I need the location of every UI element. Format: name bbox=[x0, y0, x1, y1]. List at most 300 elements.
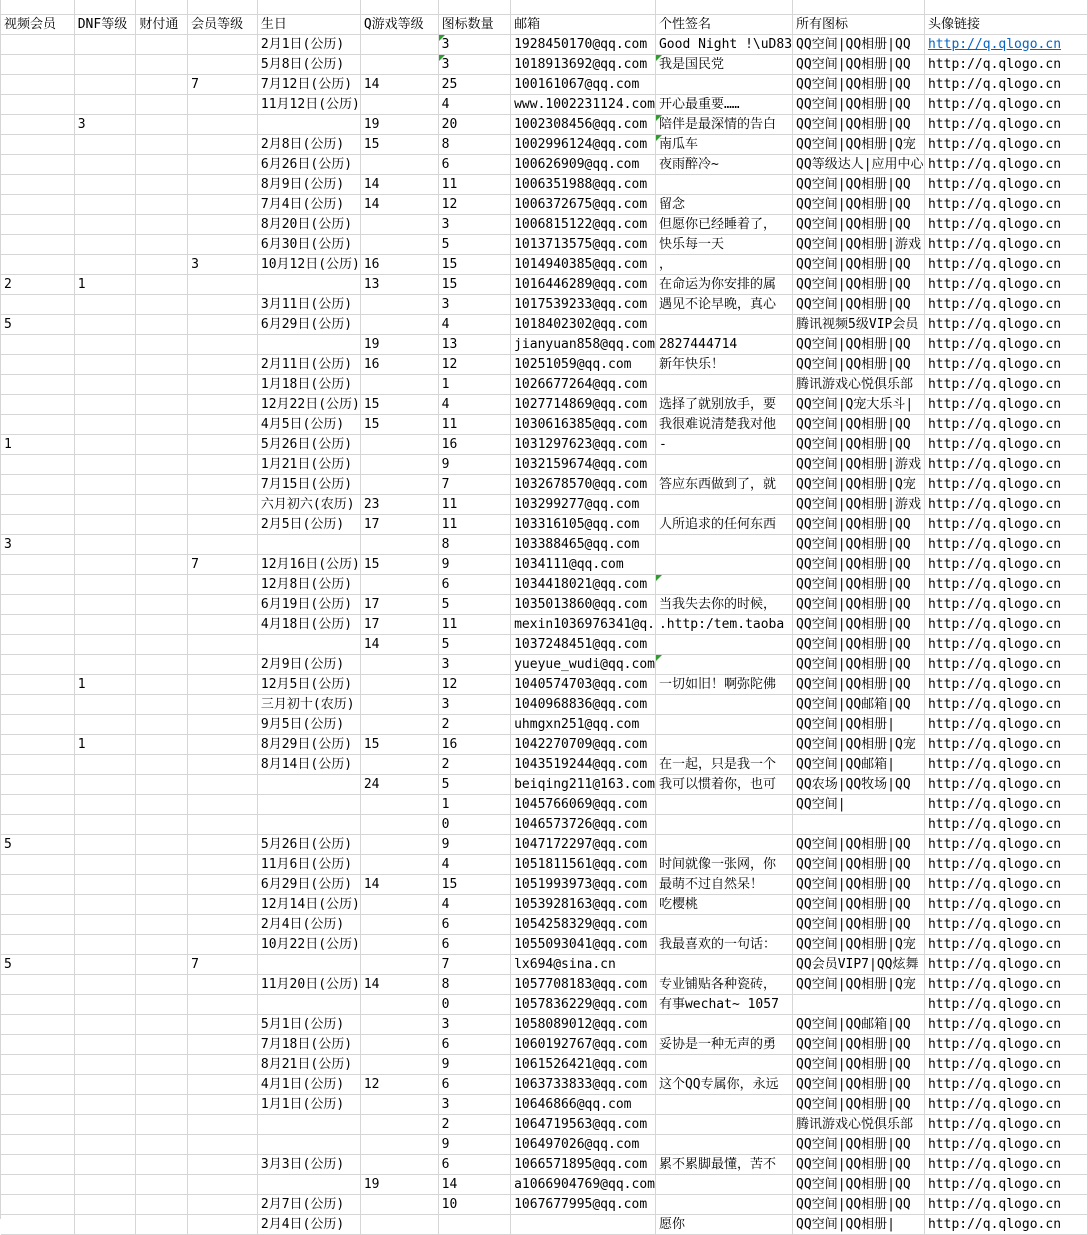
cell-empty[interactable] bbox=[136, 0, 188, 14]
cell-qgame[interactable] bbox=[360, 834, 438, 854]
cell-vip_level[interactable] bbox=[188, 54, 258, 74]
cell-all_icons[interactable]: QQ空间|QQ相册|QQ bbox=[793, 634, 925, 654]
cell-qgame[interactable] bbox=[360, 694, 438, 714]
cell-birthday[interactable]: 8月9日(公历) bbox=[257, 174, 360, 194]
cell-video_vip[interactable]: 5 bbox=[1, 834, 74, 854]
cell-icon_count[interactable]: 6 bbox=[438, 1034, 510, 1054]
cell-vip_level[interactable] bbox=[188, 1014, 258, 1034]
cell-qgame[interactable] bbox=[360, 1094, 438, 1114]
cell-dnf_level[interactable] bbox=[74, 974, 136, 994]
column-header-video_vip[interactable]: 视频会员 bbox=[1, 14, 74, 34]
cell-video_vip[interactable] bbox=[1, 894, 74, 914]
cell-email[interactable]: 1013713575@qq.com bbox=[511, 234, 656, 254]
cell-video_vip[interactable] bbox=[1, 794, 74, 814]
cell-tenpay[interactable] bbox=[136, 674, 188, 694]
cell-qgame[interactable] bbox=[360, 34, 438, 54]
cell-qgame[interactable] bbox=[360, 754, 438, 774]
cell-tenpay[interactable] bbox=[136, 654, 188, 674]
cell-avatar[interactable]: http://q.qlogo.cn bbox=[924, 54, 1087, 74]
cell-all_icons[interactable]: QQ空间|QQ相册|QQ bbox=[793, 354, 925, 374]
cell-signature[interactable] bbox=[655, 654, 792, 674]
cell-icon_count[interactable]: 6 bbox=[438, 914, 510, 934]
cell-icon_count[interactable]: 4 bbox=[438, 854, 510, 874]
cell-birthday[interactable] bbox=[257, 114, 360, 134]
cell-avatar[interactable]: http://q.qlogo.cn bbox=[924, 894, 1087, 914]
cell-tenpay[interactable] bbox=[136, 714, 188, 734]
cell-all_icons[interactable]: QQ空间|QQ相册|QQ bbox=[793, 1194, 925, 1214]
cell-video_vip[interactable]: 2 bbox=[1, 274, 74, 294]
cell-dnf_level[interactable] bbox=[74, 34, 136, 54]
cell-dnf_level[interactable]: 1 bbox=[74, 274, 136, 294]
cell-tenpay[interactable] bbox=[136, 794, 188, 814]
cell-video_vip[interactable] bbox=[1, 1154, 74, 1174]
cell-icon_count[interactable]: 9 bbox=[438, 454, 510, 474]
cell-birthday[interactable] bbox=[257, 814, 360, 834]
cell-video_vip[interactable] bbox=[1, 514, 74, 534]
cell-email[interactable]: 1002308456@qq.com bbox=[511, 114, 656, 134]
cell-avatar[interactable]: http://q.qlogo.cn bbox=[924, 1214, 1087, 1234]
cell-tenpay[interactable] bbox=[136, 394, 188, 414]
cell-video_vip[interactable] bbox=[1, 414, 74, 434]
cell-vip_level[interactable] bbox=[188, 114, 258, 134]
cell-icon_count[interactable]: 3 bbox=[438, 654, 510, 674]
cell-avatar[interactable]: http://q.qlogo.cn bbox=[924, 694, 1087, 714]
cell-avatar[interactable]: http://q.qlogo.cn bbox=[924, 914, 1087, 934]
cell-icon_count[interactable]: 3 bbox=[438, 214, 510, 234]
cell-qgame[interactable] bbox=[360, 294, 438, 314]
cell-vip_level[interactable] bbox=[188, 434, 258, 454]
cell-vip_level[interactable] bbox=[188, 1114, 258, 1134]
cell-all_icons[interactable]: QQ空间|QQ相册|QQ bbox=[793, 514, 925, 534]
cell-dnf_level[interactable] bbox=[74, 834, 136, 854]
cell-email[interactable]: 1042270709@qq.com bbox=[511, 734, 656, 754]
cell-birthday[interactable]: 2月5日(公历) bbox=[257, 514, 360, 534]
cell-icon_count[interactable]: 15 bbox=[438, 274, 510, 294]
cell-dnf_level[interactable] bbox=[74, 234, 136, 254]
cell-icon_count[interactable]: 14 bbox=[438, 1174, 510, 1194]
cell-avatar[interactable]: http://q.qlogo.cn bbox=[924, 974, 1087, 994]
cell-video_vip[interactable] bbox=[1, 394, 74, 414]
cell-tenpay[interactable] bbox=[136, 294, 188, 314]
cell-vip_level[interactable] bbox=[188, 1094, 258, 1114]
cell-video_vip[interactable] bbox=[1, 174, 74, 194]
cell-email[interactable]: 1043519244@qq.com bbox=[511, 754, 656, 774]
cell-avatar[interactable]: http://q.qlogo.cn bbox=[924, 214, 1087, 234]
cell-qgame[interactable] bbox=[360, 954, 438, 974]
cell-tenpay[interactable] bbox=[136, 454, 188, 474]
cell-all_icons[interactable]: QQ空间|QQ相册|QQ bbox=[793, 334, 925, 354]
cell-signature[interactable] bbox=[655, 1174, 792, 1194]
cell-email[interactable]: 1032159674@qq.com bbox=[511, 454, 656, 474]
cell-tenpay[interactable] bbox=[136, 414, 188, 434]
cell-icon_count[interactable]: 5 bbox=[438, 234, 510, 254]
column-header-avatar[interactable]: 头像链接 bbox=[924, 14, 1087, 34]
cell-signature[interactable] bbox=[655, 494, 792, 514]
cell-birthday[interactable]: 12月14日(公历) bbox=[257, 894, 360, 914]
cell-birthday[interactable]: 7月18日(公历) bbox=[257, 1034, 360, 1054]
cell-email[interactable]: 1067677995@qq.com bbox=[511, 1194, 656, 1214]
cell-avatar[interactable] bbox=[924, 34, 1087, 54]
cell-tenpay[interactable] bbox=[136, 694, 188, 714]
cell-email[interactable]: 1064719563@qq.com bbox=[511, 1114, 656, 1134]
cell-vip_level[interactable] bbox=[188, 314, 258, 334]
cell-avatar[interactable]: http://q.qlogo.cn bbox=[924, 454, 1087, 474]
cell-signature[interactable]: 南瓜车 bbox=[655, 134, 792, 154]
cell-all_icons[interactable] bbox=[793, 994, 925, 1014]
cell-avatar[interactable]: http://q.qlogo.cn bbox=[924, 514, 1087, 534]
cell-video_vip[interactable] bbox=[1, 974, 74, 994]
cell-qgame[interactable]: 14 bbox=[360, 174, 438, 194]
cell-qgame[interactable]: 15 bbox=[360, 554, 438, 574]
cell-email[interactable]: 1017539233@qq.com bbox=[511, 294, 656, 314]
cell-birthday[interactable]: 1月21日(公历) bbox=[257, 454, 360, 474]
cell-signature[interactable] bbox=[655, 74, 792, 94]
cell-qgame[interactable] bbox=[360, 814, 438, 834]
cell-icon_count[interactable]: 2 bbox=[438, 754, 510, 774]
cell-qgame[interactable]: 17 bbox=[360, 594, 438, 614]
cell-tenpay[interactable] bbox=[136, 474, 188, 494]
cell-dnf_level[interactable] bbox=[74, 1154, 136, 1174]
cell-tenpay[interactable] bbox=[136, 314, 188, 334]
cell-vip_level[interactable] bbox=[188, 694, 258, 714]
cell-all_icons[interactable]: QQ空间|QQ相册|QQ bbox=[793, 174, 925, 194]
cell-birthday[interactable]: 4月18日(公历) bbox=[257, 614, 360, 634]
cell-video_vip[interactable]: 5 bbox=[1, 954, 74, 974]
cell-qgame[interactable]: 19 bbox=[360, 114, 438, 134]
cell-dnf_level[interactable] bbox=[74, 514, 136, 534]
cell-avatar[interactable]: http://q.qlogo.cn bbox=[924, 754, 1087, 774]
cell-signature[interactable]: 妥协是一种无声的勇 bbox=[655, 1034, 792, 1054]
cell-qgame[interactable]: 12 bbox=[360, 1074, 438, 1094]
cell-avatar[interactable]: http://q.qlogo.cn bbox=[924, 254, 1087, 274]
cell-video_vip[interactable] bbox=[1, 1214, 74, 1234]
cell-all_icons[interactable]: QQ空间|QQ相册|QQ bbox=[793, 194, 925, 214]
cell-vip_level[interactable] bbox=[188, 1134, 258, 1154]
cell-signature[interactable] bbox=[655, 714, 792, 734]
cell-tenpay[interactable] bbox=[136, 94, 188, 114]
cell-vip_level[interactable] bbox=[188, 514, 258, 534]
cell-qgame[interactable]: 19 bbox=[360, 334, 438, 354]
cell-dnf_level[interactable] bbox=[74, 374, 136, 394]
cell-video_vip[interactable] bbox=[1, 134, 74, 154]
cell-avatar[interactable]: http://q.qlogo.cn bbox=[924, 494, 1087, 514]
cell-vip_level[interactable] bbox=[188, 874, 258, 894]
cell-dnf_level[interactable] bbox=[74, 1194, 136, 1214]
cell-signature[interactable] bbox=[655, 1134, 792, 1154]
cell-video_vip[interactable] bbox=[1, 994, 74, 1014]
cell-email[interactable] bbox=[511, 1214, 656, 1234]
cell-dnf_level[interactable] bbox=[74, 174, 136, 194]
cell-dnf_level[interactable] bbox=[74, 1074, 136, 1094]
cell-avatar[interactable]: http://q.qlogo.cn bbox=[924, 554, 1087, 574]
cell-signature[interactable]: 选择了就别放手，要 bbox=[655, 394, 792, 414]
cell-vip_level[interactable] bbox=[188, 1214, 258, 1234]
cell-qgame[interactable] bbox=[360, 854, 438, 874]
cell-qgame[interactable]: 15 bbox=[360, 394, 438, 414]
cell-birthday[interactable] bbox=[257, 634, 360, 654]
cell-avatar[interactable]: http://q.qlogo.cn bbox=[924, 534, 1087, 554]
cell-birthday[interactable] bbox=[257, 954, 360, 974]
cell-avatar[interactable]: http://q.qlogo.cn bbox=[924, 1014, 1087, 1034]
cell-birthday[interactable]: 4月5日(公历) bbox=[257, 414, 360, 434]
cell-birthday[interactable]: 7月4日(公历) bbox=[257, 194, 360, 214]
cell-video_vip[interactable] bbox=[1, 1194, 74, 1214]
cell-vip_level[interactable] bbox=[188, 394, 258, 414]
cell-vip_level[interactable] bbox=[188, 234, 258, 254]
cell-birthday[interactable] bbox=[257, 534, 360, 554]
cell-all_icons[interactable]: QQ空间|QQ相册|QQ bbox=[793, 54, 925, 74]
cell-tenpay[interactable] bbox=[136, 334, 188, 354]
cell-tenpay[interactable] bbox=[136, 194, 188, 214]
cell-signature[interactable] bbox=[655, 794, 792, 814]
cell-video_vip[interactable] bbox=[1, 114, 74, 134]
cell-icon_count[interactable]: 5 bbox=[438, 594, 510, 614]
cell-video_vip[interactable] bbox=[1, 234, 74, 254]
cell-icon_count[interactable]: 11 bbox=[438, 614, 510, 634]
cell-tenpay[interactable] bbox=[136, 554, 188, 574]
cell-icon_count[interactable]: 3 bbox=[438, 694, 510, 714]
cell-email[interactable]: 1046573726@qq.com bbox=[511, 814, 656, 834]
cell-empty[interactable] bbox=[360, 0, 438, 14]
cell-email[interactable]: 1026677264@qq.com bbox=[511, 374, 656, 394]
cell-qgame[interactable] bbox=[360, 714, 438, 734]
cell-vip_level[interactable] bbox=[188, 1194, 258, 1214]
cell-birthday[interactable]: 2月8日(公历) bbox=[257, 134, 360, 154]
cell-all_icons[interactable]: QQ空间|QQ相册|QQ bbox=[793, 94, 925, 114]
cell-icon_count[interactable]: 4 bbox=[438, 894, 510, 914]
cell-vip_level[interactable] bbox=[188, 974, 258, 994]
cell-icon_count[interactable]: 6 bbox=[438, 1154, 510, 1174]
cell-all_icons[interactable]: QQ空间|QQ相册|QQ bbox=[793, 274, 925, 294]
cell-signature[interactable]: 专业铺贴各种瓷砖， bbox=[655, 974, 792, 994]
cell-all_icons[interactable]: QQ空间|QQ相册|Q宠 bbox=[793, 934, 925, 954]
cell-all_icons[interactable]: QQ会员VIP7|QQ炫舞 bbox=[793, 954, 925, 974]
cell-dnf_level[interactable] bbox=[74, 714, 136, 734]
cell-birthday[interactable] bbox=[257, 794, 360, 814]
cell-all_icons[interactable]: QQ空间|QQ相册|QQ bbox=[793, 874, 925, 894]
cell-email[interactable]: 1006815122@qq.com bbox=[511, 214, 656, 234]
cell-video_vip[interactable] bbox=[1, 294, 74, 314]
cell-signature[interactable] bbox=[655, 554, 792, 574]
cell-icon_count[interactable]: 4 bbox=[438, 94, 510, 114]
cell-video_vip[interactable] bbox=[1, 614, 74, 634]
cell-birthday[interactable]: 六月初六(农历) bbox=[257, 494, 360, 514]
cell-tenpay[interactable] bbox=[136, 754, 188, 774]
cell-icon_count[interactable]: 8 bbox=[438, 534, 510, 554]
cell-email[interactable]: mexin1036976341@q. bbox=[511, 614, 656, 634]
cell-signature[interactable] bbox=[655, 534, 792, 554]
cell-tenpay[interactable] bbox=[136, 814, 188, 834]
cell-all_icons[interactable]: QQ空间|QQ相册|QQ bbox=[793, 574, 925, 594]
cell-video_vip[interactable] bbox=[1, 354, 74, 374]
cell-birthday[interactable]: 8月21日(公历) bbox=[257, 1054, 360, 1074]
cell-dnf_level[interactable] bbox=[74, 934, 136, 954]
cell-tenpay[interactable] bbox=[136, 1154, 188, 1174]
cell-email[interactable]: 1040574703@qq.com bbox=[511, 674, 656, 694]
cell-all_icons[interactable]: QQ空间|QQ相册|QQ bbox=[793, 614, 925, 634]
cell-qgame[interactable] bbox=[360, 1154, 438, 1174]
cell-qgame[interactable] bbox=[360, 314, 438, 334]
cell-email[interactable]: www.1002231124.com bbox=[511, 94, 656, 114]
avatar-link[interactable]: http://q.qlogo.cn bbox=[927, 36, 1062, 52]
cell-email[interactable]: 1053928163@qq.com bbox=[511, 894, 656, 914]
cell-all_icons[interactable] bbox=[793, 814, 925, 834]
cell-tenpay[interactable] bbox=[136, 914, 188, 934]
cell-vip_level[interactable] bbox=[188, 454, 258, 474]
cell-signature[interactable]: 有事wechat~ 1057 bbox=[655, 994, 792, 1014]
cell-icon_count[interactable]: 5 bbox=[438, 634, 510, 654]
cell-video_vip[interactable] bbox=[1, 654, 74, 674]
column-header-all_icons[interactable]: 所有图标 bbox=[793, 14, 925, 34]
cell-icon_count[interactable]: 3 bbox=[438, 1094, 510, 1114]
cell-all_icons[interactable]: QQ空间|QQ相册| bbox=[793, 1214, 925, 1234]
cell-birthday[interactable] bbox=[257, 334, 360, 354]
cell-dnf_level[interactable] bbox=[74, 634, 136, 654]
cell-email[interactable]: 10646866@qq.com bbox=[511, 1094, 656, 1114]
cell-tenpay[interactable] bbox=[136, 514, 188, 534]
cell-icon_count[interactable]: 7 bbox=[438, 954, 510, 974]
cell-vip_level[interactable] bbox=[188, 674, 258, 694]
cell-signature[interactable]: 答应东西做到了，就 bbox=[655, 474, 792, 494]
cell-avatar[interactable]: http://q.qlogo.cn bbox=[924, 394, 1087, 414]
cell-icon_count[interactable]: 3 bbox=[438, 1014, 510, 1034]
cell-email[interactable]: 1034418021@qq.com bbox=[511, 574, 656, 594]
cell-birthday[interactable]: 三月初十(农历) bbox=[257, 694, 360, 714]
cell-birthday[interactable]: 2月11日(公历) bbox=[257, 354, 360, 374]
cell-video_vip[interactable] bbox=[1, 594, 74, 614]
cell-empty[interactable] bbox=[511, 0, 656, 14]
column-header-signature[interactable]: 个性签名 bbox=[655, 14, 792, 34]
cell-birthday[interactable]: 8月29日(公历) bbox=[257, 734, 360, 754]
cell-email[interactable]: 103388465@qq.com bbox=[511, 534, 656, 554]
cell-signature[interactable]: 2827444714 bbox=[655, 334, 792, 354]
cell-empty[interactable] bbox=[924, 0, 1087, 14]
cell-birthday[interactable]: 12月8日(公历) bbox=[257, 574, 360, 594]
cell-email[interactable]: beiqing211@163.com bbox=[511, 774, 656, 794]
cell-avatar[interactable]: http://q.qlogo.cn bbox=[924, 334, 1087, 354]
cell-vip_level[interactable] bbox=[188, 894, 258, 914]
cell-email[interactable]: 1016446289@qq.com bbox=[511, 274, 656, 294]
cell-signature[interactable]: 我可以惯着你，也可 bbox=[655, 774, 792, 794]
cell-email[interactable]: 1032678570@qq.com bbox=[511, 474, 656, 494]
cell-email[interactable]: 1063733833@qq.com bbox=[511, 1074, 656, 1094]
cell-tenpay[interactable] bbox=[136, 1134, 188, 1154]
cell-signature[interactable]: 时间就像一张网，你 bbox=[655, 854, 792, 874]
cell-qgame[interactable] bbox=[360, 794, 438, 814]
cell-signature[interactable]: 我最喜欢的一句话： bbox=[655, 934, 792, 954]
cell-video_vip[interactable] bbox=[1, 934, 74, 954]
cell-all_icons[interactable]: QQ空间|QQ相册|QQ bbox=[793, 854, 925, 874]
cell-signature[interactable] bbox=[655, 1094, 792, 1114]
cell-qgame[interactable] bbox=[360, 94, 438, 114]
cell-vip_level[interactable] bbox=[188, 174, 258, 194]
cell-vip_level[interactable] bbox=[188, 914, 258, 934]
cell-email[interactable]: 1030616385@qq.com bbox=[511, 414, 656, 434]
cell-dnf_level[interactable] bbox=[74, 334, 136, 354]
cell-all_icons[interactable]: QQ空间| bbox=[793, 794, 925, 814]
cell-icon_count[interactable]: 3 bbox=[438, 54, 510, 74]
cell-qgame[interactable]: 16 bbox=[360, 354, 438, 374]
column-header-tenpay[interactable]: 财付通 bbox=[136, 14, 188, 34]
cell-birthday[interactable]: 5月26日(公历) bbox=[257, 434, 360, 454]
cell-email[interactable]: 1060192767@qq.com bbox=[511, 1034, 656, 1054]
cell-all_icons[interactable]: QQ空间|QQ邮箱|QQ bbox=[793, 694, 925, 714]
cell-birthday[interactable]: 6月29日(公历) bbox=[257, 314, 360, 334]
cell-qgame[interactable] bbox=[360, 1194, 438, 1214]
cell-all_icons[interactable]: QQ空间|QQ相册|游戏 bbox=[793, 454, 925, 474]
cell-qgame[interactable]: 13 bbox=[360, 274, 438, 294]
cell-qgame[interactable] bbox=[360, 534, 438, 554]
cell-birthday[interactable]: 5月1日(公历) bbox=[257, 1014, 360, 1034]
cell-signature[interactable] bbox=[655, 734, 792, 754]
cell-email[interactable]: 103299277@qq.com bbox=[511, 494, 656, 514]
cell-email[interactable]: 1055093041@qq.com bbox=[511, 934, 656, 954]
cell-vip_level[interactable] bbox=[188, 834, 258, 854]
cell-tenpay[interactable] bbox=[136, 774, 188, 794]
cell-signature[interactable]: 遇见不论早晚，真心 bbox=[655, 294, 792, 314]
cell-dnf_level[interactable] bbox=[74, 914, 136, 934]
cell-all_icons[interactable]: QQ空间|QQ相册|QQ bbox=[793, 654, 925, 674]
cell-tenpay[interactable] bbox=[136, 214, 188, 234]
cell-vip_level[interactable] bbox=[188, 594, 258, 614]
cell-tenpay[interactable] bbox=[136, 74, 188, 94]
cell-signature[interactable]: - bbox=[655, 434, 792, 454]
cell-dnf_level[interactable] bbox=[74, 1034, 136, 1054]
cell-dnf_level[interactable] bbox=[74, 874, 136, 894]
cell-avatar[interactable]: http://q.qlogo.cn bbox=[924, 714, 1087, 734]
cell-dnf_level[interactable] bbox=[74, 54, 136, 74]
cell-video_vip[interactable] bbox=[1, 914, 74, 934]
cell-qgame[interactable] bbox=[360, 914, 438, 934]
cell-birthday[interactable]: 6月30日(公历) bbox=[257, 234, 360, 254]
cell-qgame[interactable]: 16 bbox=[360, 254, 438, 274]
cell-all_icons[interactable]: QQ空间|QQ相册|QQ bbox=[793, 674, 925, 694]
cell-email[interactable]: 1037248451@qq.com bbox=[511, 634, 656, 654]
cell-tenpay[interactable] bbox=[136, 134, 188, 154]
cell-video_vip[interactable] bbox=[1, 694, 74, 714]
cell-all_icons[interactable]: QQ空间|QQ相册|Q宠 bbox=[793, 974, 925, 994]
cell-tenpay[interactable] bbox=[136, 734, 188, 754]
cell-vip_level[interactable]: 3 bbox=[188, 254, 258, 274]
cell-vip_level[interactable] bbox=[188, 1154, 258, 1174]
cell-qgame[interactable]: 14 bbox=[360, 194, 438, 214]
cell-all_icons[interactable]: QQ空间|QQ相册|QQ bbox=[793, 34, 925, 54]
cell-signature[interactable]: 这个QQ专属你，永远 bbox=[655, 1074, 792, 1094]
cell-icon_count[interactable]: 3 bbox=[438, 34, 510, 54]
cell-avatar[interactable]: http://q.qlogo.cn bbox=[924, 474, 1087, 494]
cell-avatar[interactable]: http://q.qlogo.cn bbox=[924, 154, 1087, 174]
cell-icon_count[interactable]: 12 bbox=[438, 674, 510, 694]
cell-tenpay[interactable] bbox=[136, 934, 188, 954]
cell-dnf_level[interactable] bbox=[74, 194, 136, 214]
cell-vip_level[interactable] bbox=[188, 34, 258, 54]
cell-tenpay[interactable] bbox=[136, 574, 188, 594]
cell-all_icons[interactable]: 腾讯视频5级VIP会员 bbox=[793, 314, 925, 334]
cell-signature[interactable] bbox=[655, 1054, 792, 1074]
cell-qgame[interactable] bbox=[360, 1054, 438, 1074]
cell-video_vip[interactable] bbox=[1, 34, 74, 54]
cell-avatar[interactable]: http://q.qlogo.cn bbox=[924, 1034, 1087, 1054]
cell-qgame[interactable]: 19 bbox=[360, 1174, 438, 1194]
column-header-vip_level[interactable]: 会员等级 bbox=[188, 14, 258, 34]
cell-dnf_level[interactable] bbox=[74, 454, 136, 474]
cell-all_icons[interactable]: QQ空间|QQ相册|QQ bbox=[793, 1154, 925, 1174]
column-header-qgame[interactable]: Q游戏等级 bbox=[360, 14, 438, 34]
cell-empty[interactable] bbox=[1, 0, 74, 14]
cell-vip_level[interactable] bbox=[188, 274, 258, 294]
cell-qgame[interactable] bbox=[360, 1114, 438, 1134]
cell-avatar[interactable]: http://q.qlogo.cn bbox=[924, 314, 1087, 334]
